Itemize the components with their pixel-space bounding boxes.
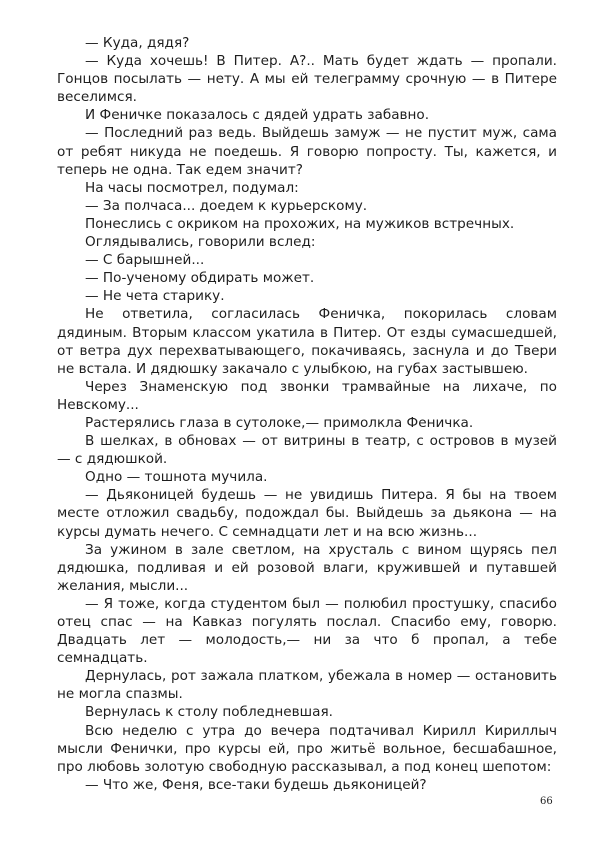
paragraph: Одно — тошнота мучила. [85, 469, 268, 486]
paragraph: — С барышней... [85, 252, 205, 269]
page-text [57, 34, 557, 794]
paragraph: В шелках, в обновах — от витрины в театр, с островов в музей — с дядюшкой. [57, 433, 557, 468]
paragraph: Растерялись глаза в сутолоке,— примолкла Феничка. [85, 414, 474, 431]
paragraph: — По-ученому обдирать может. [85, 270, 315, 287]
paragraph: Всю неделю с утра до вечера подтачивал Кирилл Кириллыч мысли Фенички, про курсы ей, про житьё вольное, бесшабашное, про любовь золотую свободную рассказывал, а под конец шепотом: [57, 722, 557, 775]
paragraph: Не ответила, согласилась Феничка, покорилась словам дядиным. Вторым классом укатила в Питер. От езды сумасшедшей, от ветра дух перехватывающего, покачиваясь, заснула и до Твери не встала. И дядюшку закачало с улыбкою, на губах застывшею. [57, 306, 557, 377]
paragraph: — Куда хочешь! В Питер. А?.. Мать будет ждать — пропали. Гонцов посылать — нету. А мы ей телеграмму срочную — в Питере веселимся. [57, 53, 557, 106]
paragraph: — Дьяконицей будешь — не увидишь Питера. Я бы на твоем месте отложил свадьбу, подождал бы. Выйдешь за дьякона — на курсы думать нечего. С семнадцати лет и на всю жизнь... [57, 487, 557, 540]
paragraph: — Не чета старику. [85, 288, 225, 305]
paragraph: — За полчаса... доедем к курьерскому. [85, 197, 368, 214]
paragraph: Вернулась к столу побледневшая. [85, 704, 333, 721]
paragraph: За ужином в зале светлом, на хрусталь с вином щурясь пел дядюшка, подливая и ей розовой влаги, кружившей и путавшей желания, мысли... [57, 541, 557, 594]
paragraph: — Я тоже, когда студентом был — полюбил простушку, спасибо отец спас — на Кавказ погулять послал. Спасибо ему, говорю. Двадцать лет — молодость,— ни за что б пропал, а тебе семнадцать. [57, 595, 557, 667]
paragraph: Оглядывались, говорили вслед: [85, 234, 316, 251]
paragraph: — Последний раз ведь. Выйдешь замуж — не пустит муж, сама от ребят никуда не поедешь. Я говорю попросту. Ты, кажется, и теперь не одна. Так едем значит? [57, 125, 557, 178]
paragraph: Понеслись с окриком на прохожих, на мужиков встречных. [85, 215, 515, 232]
paragraph: И Феничке показалось с дядей удрать забавно. [85, 107, 430, 124]
paragraph: На часы посмотрел, подумал: [85, 179, 299, 196]
paragraph: — Что же, Феня, все-таки будешь дьяконицей? [85, 776, 427, 793]
page-number: 66 [540, 796, 553, 807]
paragraph: — Куда, дядя? [85, 35, 190, 51]
paragraph: Через Знаменскую под звонки трамвайные на лихаче, по Невскому... [57, 378, 557, 413]
paragraph: Дернулась, рот зажала платком, убежала в номер — остановить не могла спазмы. [57, 668, 557, 703]
